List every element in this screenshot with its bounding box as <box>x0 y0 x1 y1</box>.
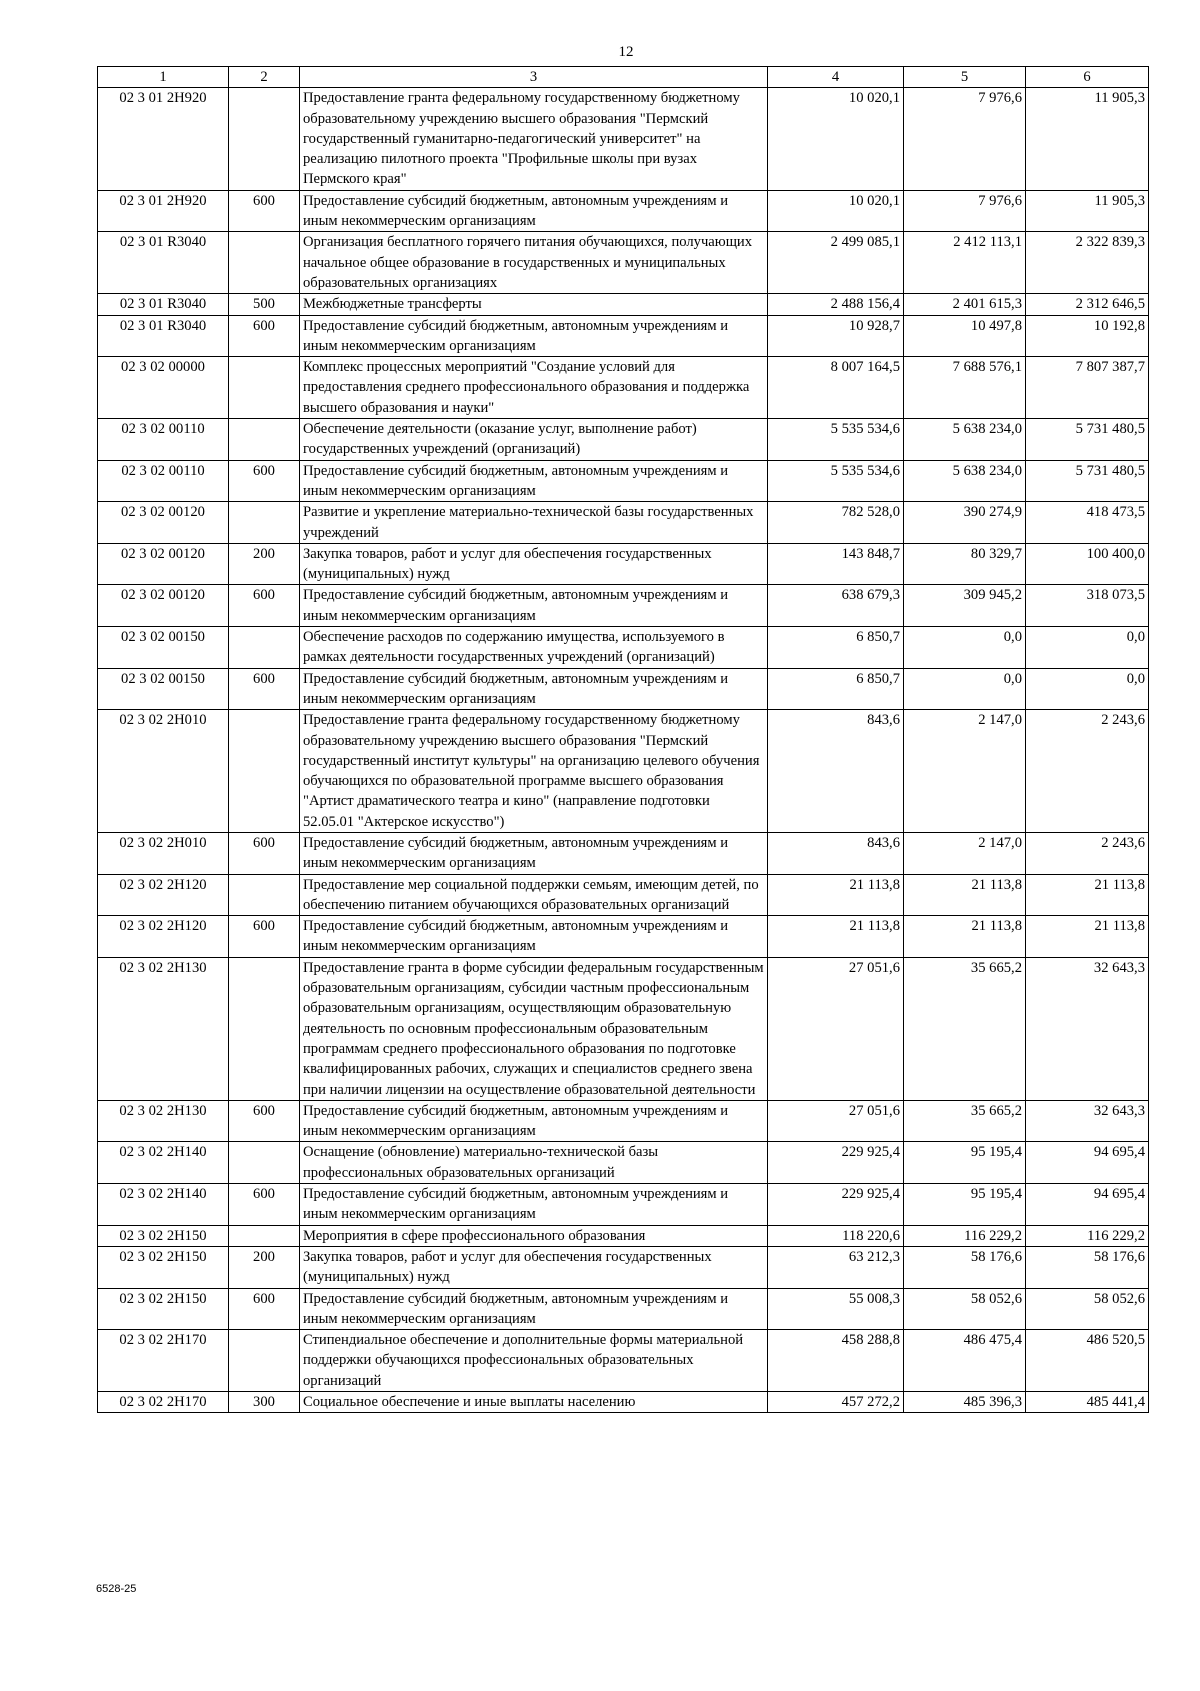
amount-year-2: 2 401 615,3 <box>904 294 1026 315</box>
table-row <box>98 357 1149 419</box>
table-row <box>98 957 1149 1100</box>
expense-name: Предоставление гранта федеральному государственному бюджетному образовательному учреждению высшего образования "Пермский государственный гуманитарно-педагогический университет" на реализацию пилотного проекта "Профильные школы при вузах Пермского края" <box>300 88 768 190</box>
amount-year-3: 11 905,3 <box>1026 190 1149 232</box>
amount-year-2: 309 945,2 <box>904 585 1026 627</box>
table-row <box>98 1100 1149 1142</box>
amount-year-1: 21 113,8 <box>768 874 904 916</box>
amount-year-3: 32 643,3 <box>1026 957 1149 1100</box>
target-article-code: 02 3 02 00150 <box>98 627 229 669</box>
amount-year-1: 6 850,7 <box>768 627 904 669</box>
expense-name: Предоставление субсидий бюджетным, автономным учреждениям и иным некоммерческим организациям <box>300 832 768 874</box>
expense-name: Обеспечение деятельности (оказание услуг, выполнение работ) государственных учреждений (организаций) <box>300 419 768 461</box>
amount-year-3: 32 643,3 <box>1026 1100 1149 1142</box>
expense-type-code <box>229 232 300 294</box>
table-row <box>98 543 1149 585</box>
expense-name: Предоставление субсидий бюджетным, автономным учреждениям и иным некоммерческим организациям <box>300 668 768 710</box>
table-row <box>98 585 1149 627</box>
expense-name: Предоставление субсидий бюджетным, автономным учреждениям и иным некоммерческим организациям <box>300 916 768 958</box>
expense-name: Закупка товаров, работ и услуг для обеспечения государственных (муниципальных) нужд <box>300 1246 768 1288</box>
target-article-code: 02 3 02 2Н150 <box>98 1246 229 1288</box>
amount-year-2: 95 195,4 <box>904 1142 1026 1184</box>
table-row <box>98 710 1149 833</box>
target-article-code: 02 3 02 2Н130 <box>98 1100 229 1142</box>
amount-year-1: 5 535 534,6 <box>768 460 904 502</box>
amount-year-3: 116 229,2 <box>1026 1225 1149 1246</box>
expense-type-code <box>229 357 300 419</box>
expense-type-code <box>229 874 300 916</box>
target-article-code: 02 3 02 2Н150 <box>98 1225 229 1246</box>
table-row <box>98 832 1149 874</box>
target-article-code: 02 3 02 00150 <box>98 668 229 710</box>
amount-year-2: 485 396,3 <box>904 1392 1026 1413</box>
expense-type-code: 600 <box>229 315 300 357</box>
table-row <box>98 419 1149 461</box>
amount-year-3: 10 192,8 <box>1026 315 1149 357</box>
expense-type-code <box>229 419 300 461</box>
table-row <box>98 1225 1149 1246</box>
expense-type-code <box>229 1142 300 1184</box>
target-article-code: 02 3 02 2Н010 <box>98 710 229 833</box>
amount-year-2: 58 176,6 <box>904 1246 1026 1288</box>
amount-year-1: 21 113,8 <box>768 916 904 958</box>
expense-name: Предоставление гранта федеральному государственному бюджетному образовательному учреждению высшего образования "Пермский государственный институт культуры" на организацию целевого обучения обучающихся по образовательной программе высшего образования "Артист драматического театра и кино" (направление подготовки 52.05.01 "Актерское искусство") <box>300 710 768 833</box>
target-article-code: 02 3 02 2Н120 <box>98 916 229 958</box>
table-row <box>98 1184 1149 1226</box>
target-article-code: 02 3 02 2Н140 <box>98 1184 229 1226</box>
amount-year-1: 8 007 164,5 <box>768 357 904 419</box>
amount-year-2: 2 412 113,1 <box>904 232 1026 294</box>
expense-name: Предоставление субсидий бюджетным, автономным учреждениям и иным некоммерческим организациям <box>300 1288 768 1330</box>
amount-year-1: 2 499 085,1 <box>768 232 904 294</box>
amount-year-2: 0,0 <box>904 668 1026 710</box>
amount-year-3: 2 322 839,3 <box>1026 232 1149 294</box>
amount-year-2: 390 274,9 <box>904 502 1026 544</box>
amount-year-2: 5 638 234,0 <box>904 460 1026 502</box>
target-article-code: 02 3 01 R3040 <box>98 315 229 357</box>
expense-type-code: 600 <box>229 916 300 958</box>
amount-year-1: 5 535 534,6 <box>768 419 904 461</box>
amount-year-3: 58 176,6 <box>1026 1246 1149 1288</box>
expense-name: Предоставление субсидий бюджетным, автономным учреждениям и иным некоммерческим организациям <box>300 460 768 502</box>
amount-year-3: 100 400,0 <box>1026 543 1149 585</box>
expense-name: Оснащение (обновление) материально-технической базы профессиональных образовательных организаций <box>300 1142 768 1184</box>
expense-type-code <box>229 1330 300 1392</box>
amount-year-2: 35 665,2 <box>904 957 1026 1100</box>
target-article-code: 02 3 02 2Н120 <box>98 874 229 916</box>
column-header: 6 <box>1026 67 1149 88</box>
table-row <box>98 916 1149 958</box>
amount-year-1: 782 528,0 <box>768 502 904 544</box>
table-row <box>98 315 1149 357</box>
target-article-code: 02 3 02 00120 <box>98 502 229 544</box>
expense-type-code <box>229 957 300 1100</box>
amount-year-3: 486 520,5 <box>1026 1330 1149 1392</box>
amount-year-1: 27 051,6 <box>768 957 904 1100</box>
table-row <box>98 294 1149 315</box>
expense-name: Развитие и укрепление материально-технической базы государственных учреждений <box>300 502 768 544</box>
document-code: 6528-25 <box>96 1583 137 1595</box>
table-row <box>98 1392 1149 1413</box>
target-article-code: 02 3 02 00110 <box>98 460 229 502</box>
target-article-code: 02 3 02 2Н130 <box>98 957 229 1100</box>
amount-year-1: 55 008,3 <box>768 1288 904 1330</box>
expense-name: Закупка товаров, работ и услуг для обеспечения государственных (муниципальных) нужд <box>300 543 768 585</box>
table-row <box>98 460 1149 502</box>
amount-year-2: 2 147,0 <box>904 710 1026 833</box>
amount-year-2: 21 113,8 <box>904 916 1026 958</box>
expense-name: Предоставление субсидий бюджетным, автономным учреждениям и иным некоммерческим организациям <box>300 585 768 627</box>
table-row <box>98 668 1149 710</box>
expense-type-code <box>229 88 300 190</box>
target-article-code: 02 3 02 2Н010 <box>98 832 229 874</box>
amount-year-1: 6 850,7 <box>768 668 904 710</box>
target-article-code: 02 3 01 R3040 <box>98 232 229 294</box>
amount-year-3: 0,0 <box>1026 627 1149 669</box>
amount-year-2: 80 329,7 <box>904 543 1026 585</box>
target-article-code: 02 3 02 00120 <box>98 543 229 585</box>
expense-name: Комплекс процессных мероприятий "Создание условий для предоставления среднего профессионального образования и поддержка высшего образования и науки" <box>300 357 768 419</box>
amount-year-3: 5 731 480,5 <box>1026 460 1149 502</box>
expense-type-code: 600 <box>229 1288 300 1330</box>
amount-year-3: 94 695,4 <box>1026 1184 1149 1226</box>
amount-year-2: 0,0 <box>904 627 1026 669</box>
amount-year-3: 7 807 387,7 <box>1026 357 1149 419</box>
column-header: 1 <box>98 67 229 88</box>
table-body <box>98 88 1149 1413</box>
amount-year-1: 843,6 <box>768 710 904 833</box>
amount-year-2: 21 113,8 <box>904 874 1026 916</box>
amount-year-3: 2 243,6 <box>1026 710 1149 833</box>
expense-type-code: 600 <box>229 190 300 232</box>
amount-year-3: 21 113,8 <box>1026 874 1149 916</box>
expense-type-code <box>229 502 300 544</box>
expense-type-code: 300 <box>229 1392 300 1413</box>
target-article-code: 02 3 02 00000 <box>98 357 229 419</box>
target-article-code: 02 3 01 2Н920 <box>98 190 229 232</box>
table-header <box>98 67 1149 88</box>
table-row <box>98 1330 1149 1392</box>
expense-type-code: 600 <box>229 1184 300 1226</box>
target-article-code: 02 3 02 2Н170 <box>98 1392 229 1413</box>
amount-year-2: 35 665,2 <box>904 1100 1026 1142</box>
table-row <box>98 1142 1149 1184</box>
expense-name: Обеспечение расходов по содержанию имущества, используемого в рамках деятельности государственных учреждений (организаций) <box>300 627 768 669</box>
expense-type-code: 600 <box>229 668 300 710</box>
expense-name: Межбюджетные трансферты <box>300 294 768 315</box>
amount-year-1: 843,6 <box>768 832 904 874</box>
amount-year-2: 486 475,4 <box>904 1330 1026 1392</box>
amount-year-1: 118 220,6 <box>768 1225 904 1246</box>
amount-year-2: 58 052,6 <box>904 1288 1026 1330</box>
column-header: 3 <box>300 67 768 88</box>
amount-year-1: 229 925,4 <box>768 1184 904 1226</box>
expense-type-code <box>229 710 300 833</box>
table-row <box>98 1288 1149 1330</box>
expense-name: Предоставление субсидий бюджетным, автономным учреждениям и иным некоммерческим организациям <box>300 190 768 232</box>
amount-year-2: 2 147,0 <box>904 832 1026 874</box>
target-article-code: 02 3 02 2Н150 <box>98 1288 229 1330</box>
expense-type-code: 200 <box>229 543 300 585</box>
amount-year-1: 457 272,2 <box>768 1392 904 1413</box>
expense-name: Предоставление мер социальной поддержки семьям, имеющим детей, по обеспечению питанием обучающихся образовательных организаций <box>300 874 768 916</box>
amount-year-1: 10 928,7 <box>768 315 904 357</box>
amount-year-3: 21 113,8 <box>1026 916 1149 958</box>
amount-year-1: 10 020,1 <box>768 190 904 232</box>
table-row <box>98 1246 1149 1288</box>
page-number: 12 <box>618 44 634 60</box>
table-row <box>98 627 1149 669</box>
amount-year-3: 94 695,4 <box>1026 1142 1149 1184</box>
target-article-code: 02 3 01 R3040 <box>98 294 229 315</box>
amount-year-1: 63 212,3 <box>768 1246 904 1288</box>
amount-year-3: 418 473,5 <box>1026 502 1149 544</box>
amount-year-2: 5 638 234,0 <box>904 419 1026 461</box>
expense-name: Предоставление субсидий бюджетным, автономным учреждениям и иным некоммерческим организациям <box>300 315 768 357</box>
expense-name: Стипендиальное обеспечение и дополнительные формы материальной поддержки обучающихся профессиональных образовательных организаций <box>300 1330 768 1392</box>
expense-name: Предоставление гранта в форме субсидии федеральным государственным образовательным организациям, субсидии частным профессиональным образовательным организациям, осуществляющим образовательную деятельность по основным профессиональным образовательным программам среднего профессионального образования по подготовке квалифицированных рабочих, служащих и специалистов среднего звена при наличии лицензии на осуществление образовательной деятельности <box>300 957 768 1100</box>
amount-year-3: 2 312 646,5 <box>1026 294 1149 315</box>
amount-year-3: 58 052,6 <box>1026 1288 1149 1330</box>
expense-type-code: 600 <box>229 1100 300 1142</box>
expense-type-code <box>229 627 300 669</box>
expense-type-code <box>229 1225 300 1246</box>
expense-name: Предоставление субсидий бюджетным, автономным учреждениям и иным некоммерческим организациям <box>300 1100 768 1142</box>
expense-type-code: 600 <box>229 585 300 627</box>
amount-year-1: 229 925,4 <box>768 1142 904 1184</box>
table-row <box>98 874 1149 916</box>
amount-year-2: 116 229,2 <box>904 1225 1026 1246</box>
expense-type-code: 600 <box>229 460 300 502</box>
amount-year-3: 5 731 480,5 <box>1026 419 1149 461</box>
expense-type-code: 200 <box>229 1246 300 1288</box>
column-header: 5 <box>904 67 1026 88</box>
amount-year-2: 10 497,8 <box>904 315 1026 357</box>
amount-year-1: 10 020,1 <box>768 88 904 190</box>
budget-table <box>97 66 1149 1413</box>
table-row <box>98 190 1149 232</box>
expense-type-code: 500 <box>229 294 300 315</box>
column-number-row <box>98 67 1149 88</box>
target-article-code: 02 3 01 2Н920 <box>98 88 229 190</box>
target-article-code: 02 3 02 00110 <box>98 419 229 461</box>
amount-year-1: 2 488 156,4 <box>768 294 904 315</box>
amount-year-2: 7 976,6 <box>904 190 1026 232</box>
amount-year-1: 27 051,6 <box>768 1100 904 1142</box>
expense-name: Организация бесплатного горячего питания обучающихся, получающих начальное общее образование в государственных и муниципальных образовательных организациях <box>300 232 768 294</box>
expense-name: Социальное обеспечение и иные выплаты населению <box>300 1392 768 1413</box>
target-article-code: 02 3 02 2Н170 <box>98 1330 229 1392</box>
target-article-code: 02 3 02 00120 <box>98 585 229 627</box>
amount-year-3: 485 441,4 <box>1026 1392 1149 1413</box>
column-header: 2 <box>229 67 300 88</box>
amount-year-1: 143 848,7 <box>768 543 904 585</box>
amount-year-2: 7 688 576,1 <box>904 357 1026 419</box>
column-header: 4 <box>768 67 904 88</box>
amount-year-3: 318 073,5 <box>1026 585 1149 627</box>
table-row <box>98 232 1149 294</box>
amount-year-1: 638 679,3 <box>768 585 904 627</box>
expense-type-code: 600 <box>229 832 300 874</box>
amount-year-1: 458 288,8 <box>768 1330 904 1392</box>
amount-year-2: 95 195,4 <box>904 1184 1026 1226</box>
expense-name: Мероприятия в сфере профессионального образования <box>300 1225 768 1246</box>
amount-year-2: 7 976,6 <box>904 88 1026 190</box>
amount-year-3: 0,0 <box>1026 668 1149 710</box>
target-article-code: 02 3 02 2Н140 <box>98 1142 229 1184</box>
expense-name: Предоставление субсидий бюджетным, автономным учреждениям и иным некоммерческим организациям <box>300 1184 768 1226</box>
table-row <box>98 502 1149 544</box>
table-row <box>98 88 1149 190</box>
amount-year-3: 2 243,6 <box>1026 832 1149 874</box>
amount-year-3: 11 905,3 <box>1026 88 1149 190</box>
